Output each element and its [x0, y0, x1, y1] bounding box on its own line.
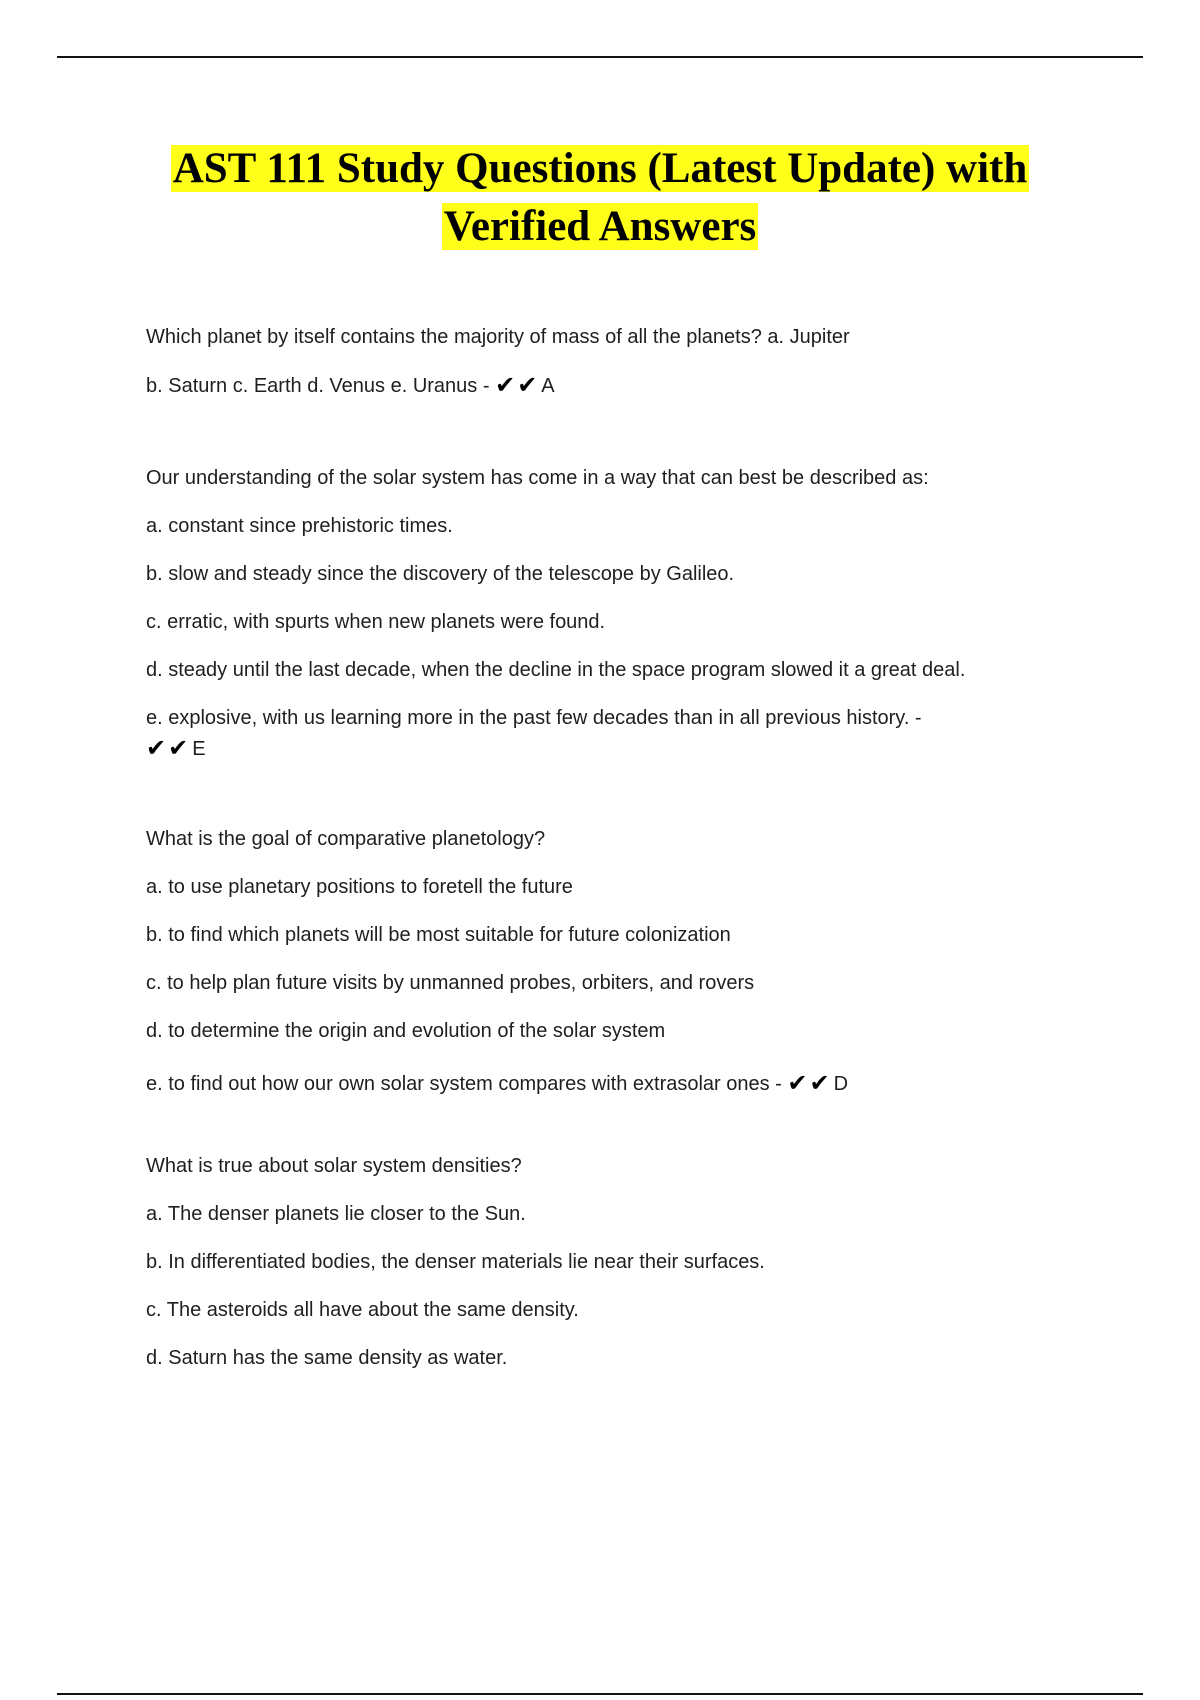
- question-list: [146, 324, 1096, 1419]
- question-4-option-a: a. The denser planets lie closer to the Sun.: [146, 1203, 526, 1225]
- question-3-answer-line: [146, 1066, 1096, 1101]
- footer-rule: [57, 1693, 1143, 1695]
- question-4-prompt: What is true about solar system densities?: [146, 1155, 522, 1177]
- check-icon: ✔: [809, 1069, 830, 1097]
- header-rule: [57, 56, 1143, 58]
- question-2-option-a: a. constant since prehistoric times.: [146, 515, 453, 537]
- question-1-options: b. Saturn c. Earth d. Venus e. Uranus -: [146, 375, 496, 397]
- question-4-option-b: b. In differentiated bodies, the denser materials lie near their surfaces.: [146, 1251, 765, 1273]
- question-1-answer-line: [146, 368, 1096, 403]
- question-2: [146, 465, 1096, 766]
- question-2-option-e: e. explosive, with us learning more in the past few decades than in all previous history. -: [146, 707, 922, 729]
- question-2-prompt: Our understanding of the solar system has come in a way that can best be described as:: [146, 467, 929, 489]
- check-icon: ✔: [495, 371, 516, 399]
- question-2-answer-line: [146, 731, 1096, 766]
- check-icon: ✔: [517, 371, 538, 399]
- question-2-option-d: d. steady until the last decade, when the decline in the space program slowed it a great deal.: [146, 659, 966, 681]
- question-4-option-d: d. Saturn has the same density as water.: [146, 1347, 508, 1369]
- question-3: [146, 826, 1096, 1101]
- title-line-2: Verified Answers: [443, 203, 757, 250]
- document-title: [0, 140, 1200, 256]
- question-2-option-c: c. erratic, with spurts when new planets were found.: [146, 611, 606, 633]
- question-3-option-b: b. to find which planets will be most suitable for future colonization: [146, 924, 731, 946]
- question-1: [146, 324, 1096, 403]
- question-1-text: Which planet by itself contains the majority of mass of all the planets? a. Jupiter: [146, 326, 850, 348]
- question-4-option-c: c. The asteroids all have about the same density.: [146, 1299, 579, 1321]
- check-icon: ✔: [168, 734, 189, 762]
- question-4: [146, 1153, 1096, 1371]
- question-3-option-a: a. to use planetary positions to foretell the future: [146, 876, 573, 898]
- question-3-option-d: d. to determine the origin and evolution of the solar system: [146, 1020, 666, 1042]
- question-2-option-b: b. slow and steady since the discovery of the telescope by Galileo.: [146, 563, 735, 585]
- question-1-answer: A: [541, 375, 555, 397]
- title-line-1: AST 111 Study Questions (Latest Update) with: [172, 145, 1028, 192]
- question-3-answer: D: [833, 1073, 849, 1095]
- question-3-prompt: What is the goal of comparative planetology?: [146, 828, 546, 850]
- question-3-option-e: e. to find out how our own solar system compares with extrasolar ones -: [146, 1073, 788, 1095]
- check-icon: ✔: [787, 1069, 808, 1097]
- check-icon: ✔: [146, 734, 167, 762]
- question-2-answer: E: [192, 738, 206, 760]
- question-3-option-c: c. to help plan future visits by unmanned probes, orbiters, and rovers: [146, 972, 755, 994]
